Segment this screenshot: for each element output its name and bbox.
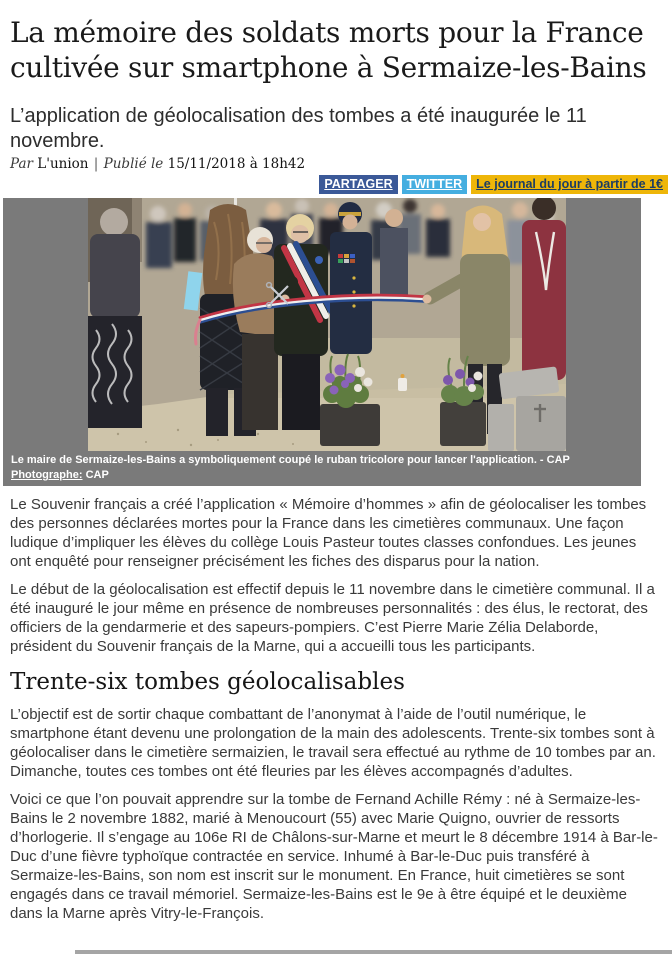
share-bar: [0, 172, 672, 194]
photo-credit-value: CAP: [85, 469, 109, 481]
article-figure: [3, 198, 641, 486]
article-paragraph: Le début de la géolocalisation est effectif depuis le 11 novembre dans le cimetière communal. Il a été inauguré le jour même en présence de nombreuses personnalités : des élus, le rectorat, des officiers de la gendarmerie et des sapeurs-pompiers. C’est Pierre Marie Zélia Delaborde, président du Souvenir français de la Marne, qui a accueilli tous les participants.: [10, 581, 655, 655]
photo-credit: [11, 469, 633, 482]
photo-credit-link[interactable]: Photographe:: [11, 469, 83, 481]
photo-caption-block: [3, 451, 641, 486]
byline: [0, 154, 672, 172]
article-photo: [88, 198, 566, 451]
article-subtitle: L’application de géolocalisation des tombes a été inaugurée le 11 novembre.: [10, 105, 587, 152]
article-paragraph: L’objectif est de sortir chaque combattant de l’anonymat à l’aide de l’outil numérique, le smartphone étant devenu une prolongation de la main des adolescents. Trente-six tombes sont à géolocaliser dans le cimetière sermaizien, le travail sera effectué au rythme de 10 tombes par an. Dimanche, toutes ces tombes ont été fleuries par les élèves accompagnés d’adultes.: [10, 706, 656, 780]
ribbon-cutting-photo-illustration: [88, 198, 566, 451]
byline-separator: |: [93, 156, 99, 172]
photo-caption: Le maire de Sermaize-les-Bains a symboliquement coupé le ruban tricolore pour lancer l'application. - CAP: [11, 454, 570, 466]
article-title: La mémoire des soldats morts pour la France cultivée sur smartphone à Sermaize-les-Bains: [10, 16, 647, 84]
subscribe-offer-link[interactable]: Le journal du jour à partir de 1€: [471, 175, 668, 194]
next-content-edge: [75, 950, 672, 954]
publish-datetime: 15/11/2018 à 18h42: [167, 156, 306, 172]
byline-prefix: Par: [10, 156, 33, 172]
section-heading: Trente-six tombes géolocalisables: [10, 669, 405, 695]
twitter-share-button[interactable]: TWITTER: [402, 175, 468, 194]
byline-published-label: Publié le: [103, 156, 164, 172]
byline-author: L'union: [37, 156, 89, 172]
facebook-share-button[interactable]: PARTAGER: [319, 175, 397, 194]
article-paragraph: Le Souvenir français a créé l’application « Mémoire d’hommes » afin de géolocaliser les tombes des personnes déclarées mortes pour la France dans les cimetières communaux. Une façon ludique d’impliquer les élèves du collège Louis Pasteur toutes classes confondues. Les jeunes ont enquêté pour renseigner précisément les fiches des disparus pour la nation.: [10, 496, 647, 570]
article-paragraph: Voici ce que l’on pouvait apprendre sur la tombe de Fernand Achille Rémy : né à Sermaize-les-Bains le 2 novembre 1882, marié à Menoucourt (55) avec Marie Quigno, ouvrier de ressorts d’horlogerie. Il s’engage au 106e RI de Châlons-sur-Marne et meurt le 8 décembre 1914 à Bar-le-Duc d’une fièvre typhoïque contractée en service. Inhumé à Bar-le-Duc puis transféré à Sermaize-les-Bains, son nom est inscrit sur le monument. En France, huit cimetières se sont engagés dans ce travail mémoriel. Sermaize-les-Bains est le 9e à être équipé et le deuxième dans la Marne après Vitry-le-François.: [10, 791, 658, 922]
